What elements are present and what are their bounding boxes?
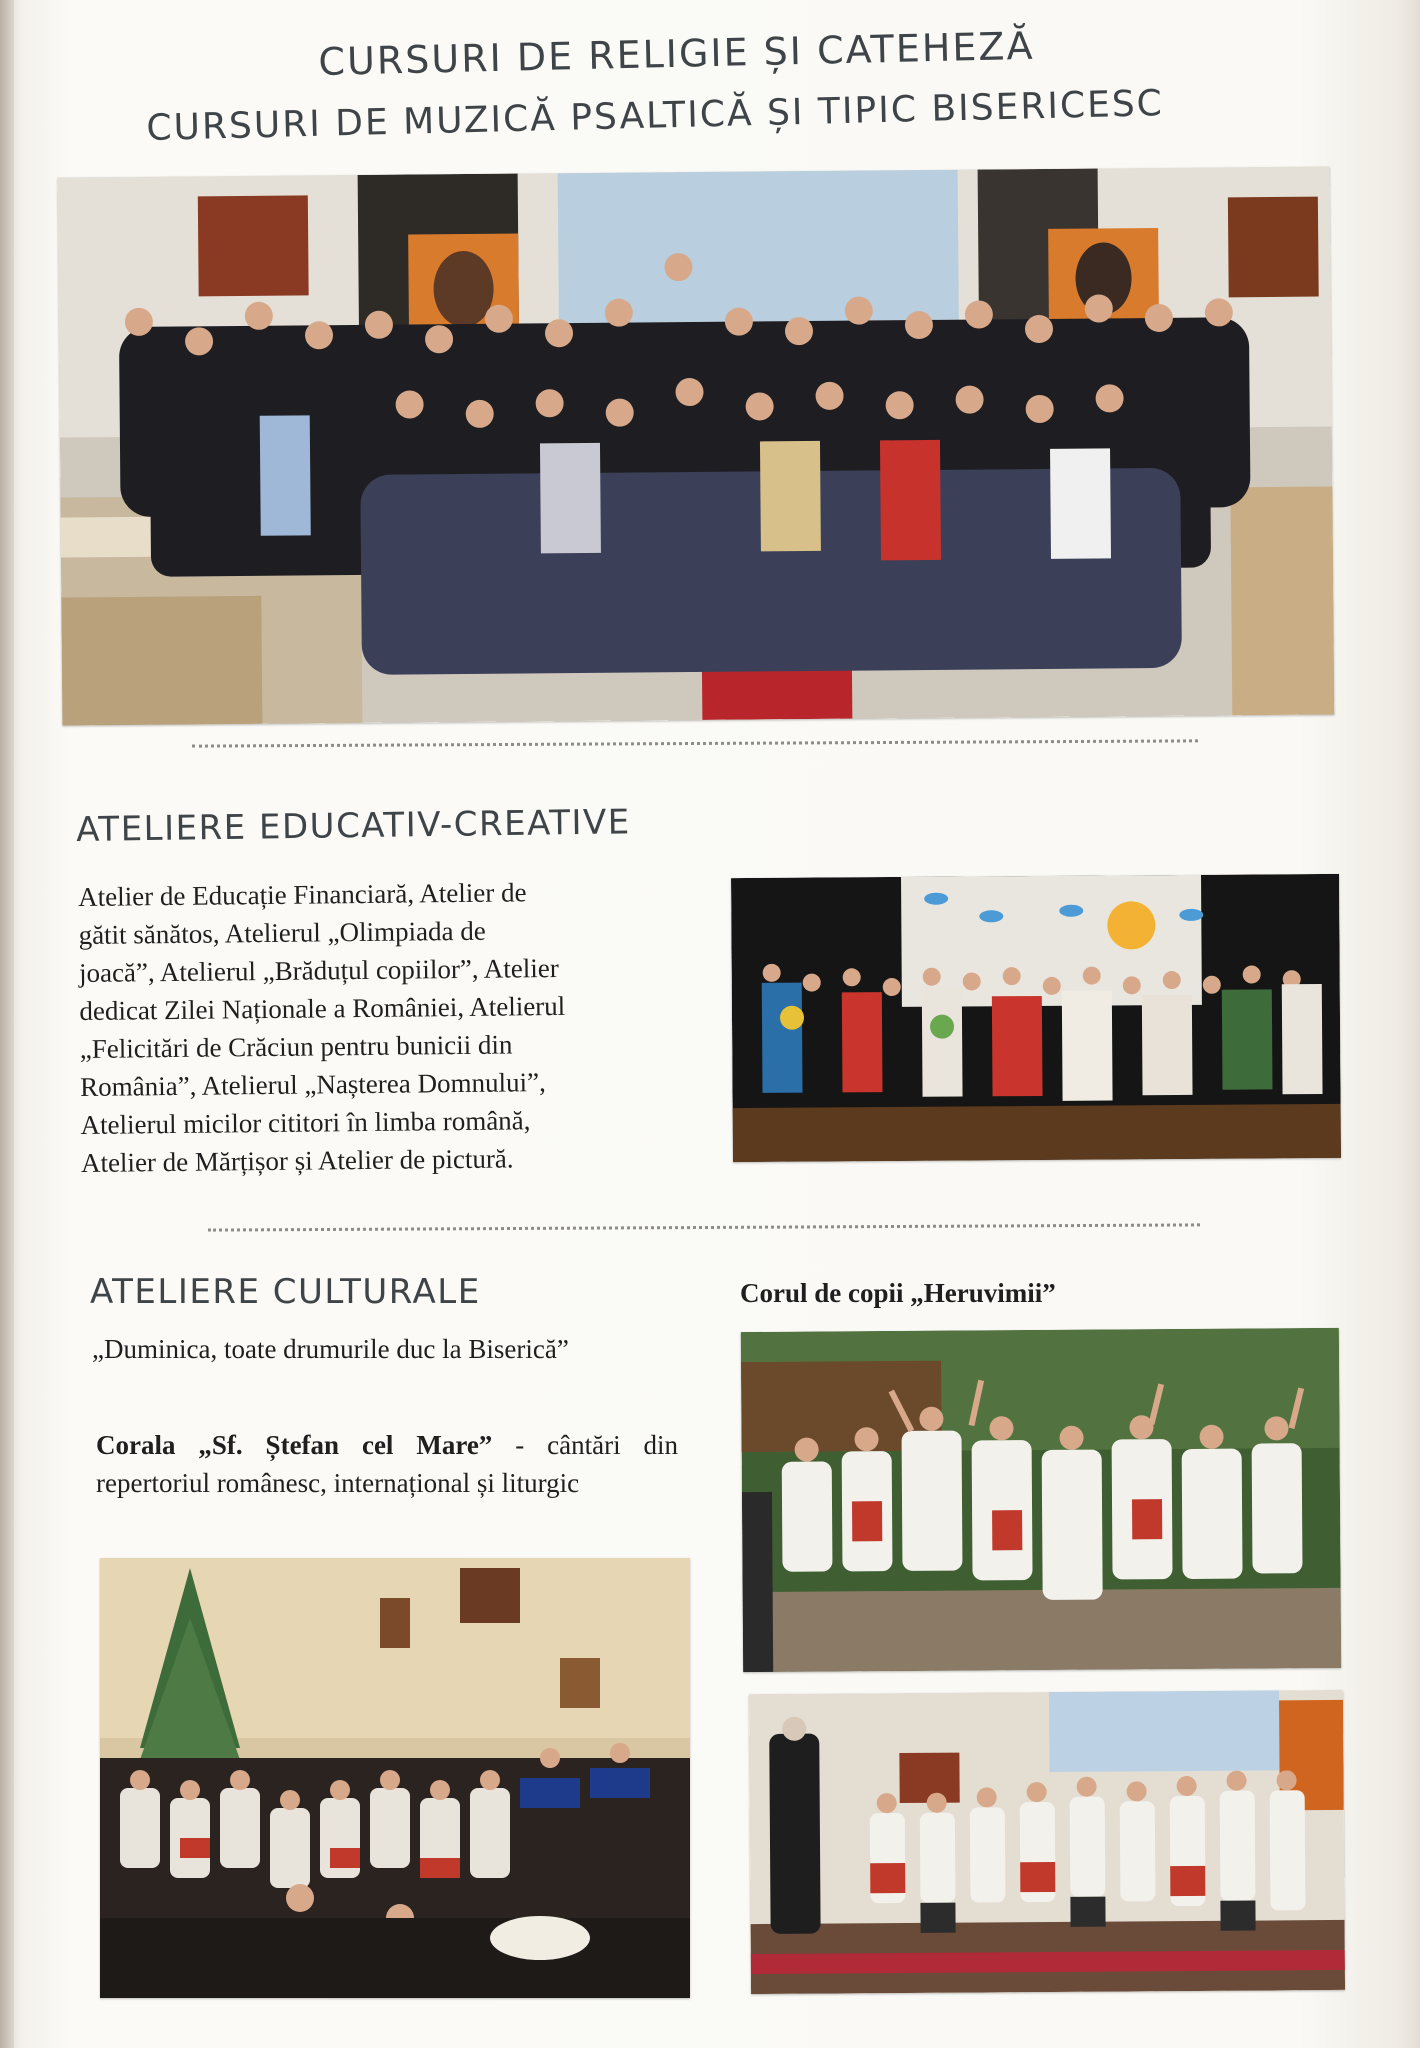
page-spine-shadow (0, 0, 14, 2048)
corala-name: Corala „Sf. Ștefan cel Mare” (96, 1430, 493, 1460)
text-line: dedicat Zilei Naționale a României, Atelierul (79, 990, 566, 1026)
corala-description (96, 1426, 678, 1502)
section-divider (208, 1223, 1200, 1231)
section-divider (192, 739, 1198, 747)
group-photo-religion-class (58, 166, 1335, 725)
header-title-line-2: CURSURI DE MUZICĂ PSALTICĂ ȘI TIPIC BISERICESC (146, 83, 1165, 149)
corala-desc: - cântări din repertoriul românesc, internațional și liturgic (96, 1430, 678, 1498)
educativ-workshops-list (78, 872, 667, 1182)
text-line: joacă”, Atelierul „Brăduțul copiilor”, Atelier (78, 952, 559, 988)
text-line: Atelier de Mărțișor și Atelier de pictură. (80, 1143, 514, 1178)
header-title-line-1: CURSURI DE RELIGIE ȘI CATEHEZĂ (318, 23, 1035, 84)
motto-text: „Duminica, toate drumurile duc la Biserică” (92, 1334, 569, 1364)
educativ-section-title: ATELIERE EDUCATIV-CREATIVE (76, 802, 631, 850)
culturale-section-title: ATELIERE CULTURALE (90, 1272, 481, 1312)
children-choir-indoor-photo (749, 1690, 1345, 1994)
children-choir-caption: Corul de copii „Heruvimii” (740, 1278, 1056, 1308)
text-line: România”, Atelierul „Nașterea Domnului”, (80, 1067, 546, 1102)
children-choir-outdoor-photo (741, 1328, 1341, 1672)
text-line: gătit sănătos, Atelierul „Olimpiada de (78, 915, 486, 950)
christmas-choir-photo (100, 1558, 690, 1998)
text-line: Atelier de Educație Financiară, Atelier de (78, 877, 527, 912)
stage-performance-photo (731, 874, 1341, 1162)
text-line: „Felicitări de Crăciun pentru bunicii din (79, 1029, 513, 1064)
text-line: Atelierul micilor cititori în limba română, (80, 1105, 531, 1140)
